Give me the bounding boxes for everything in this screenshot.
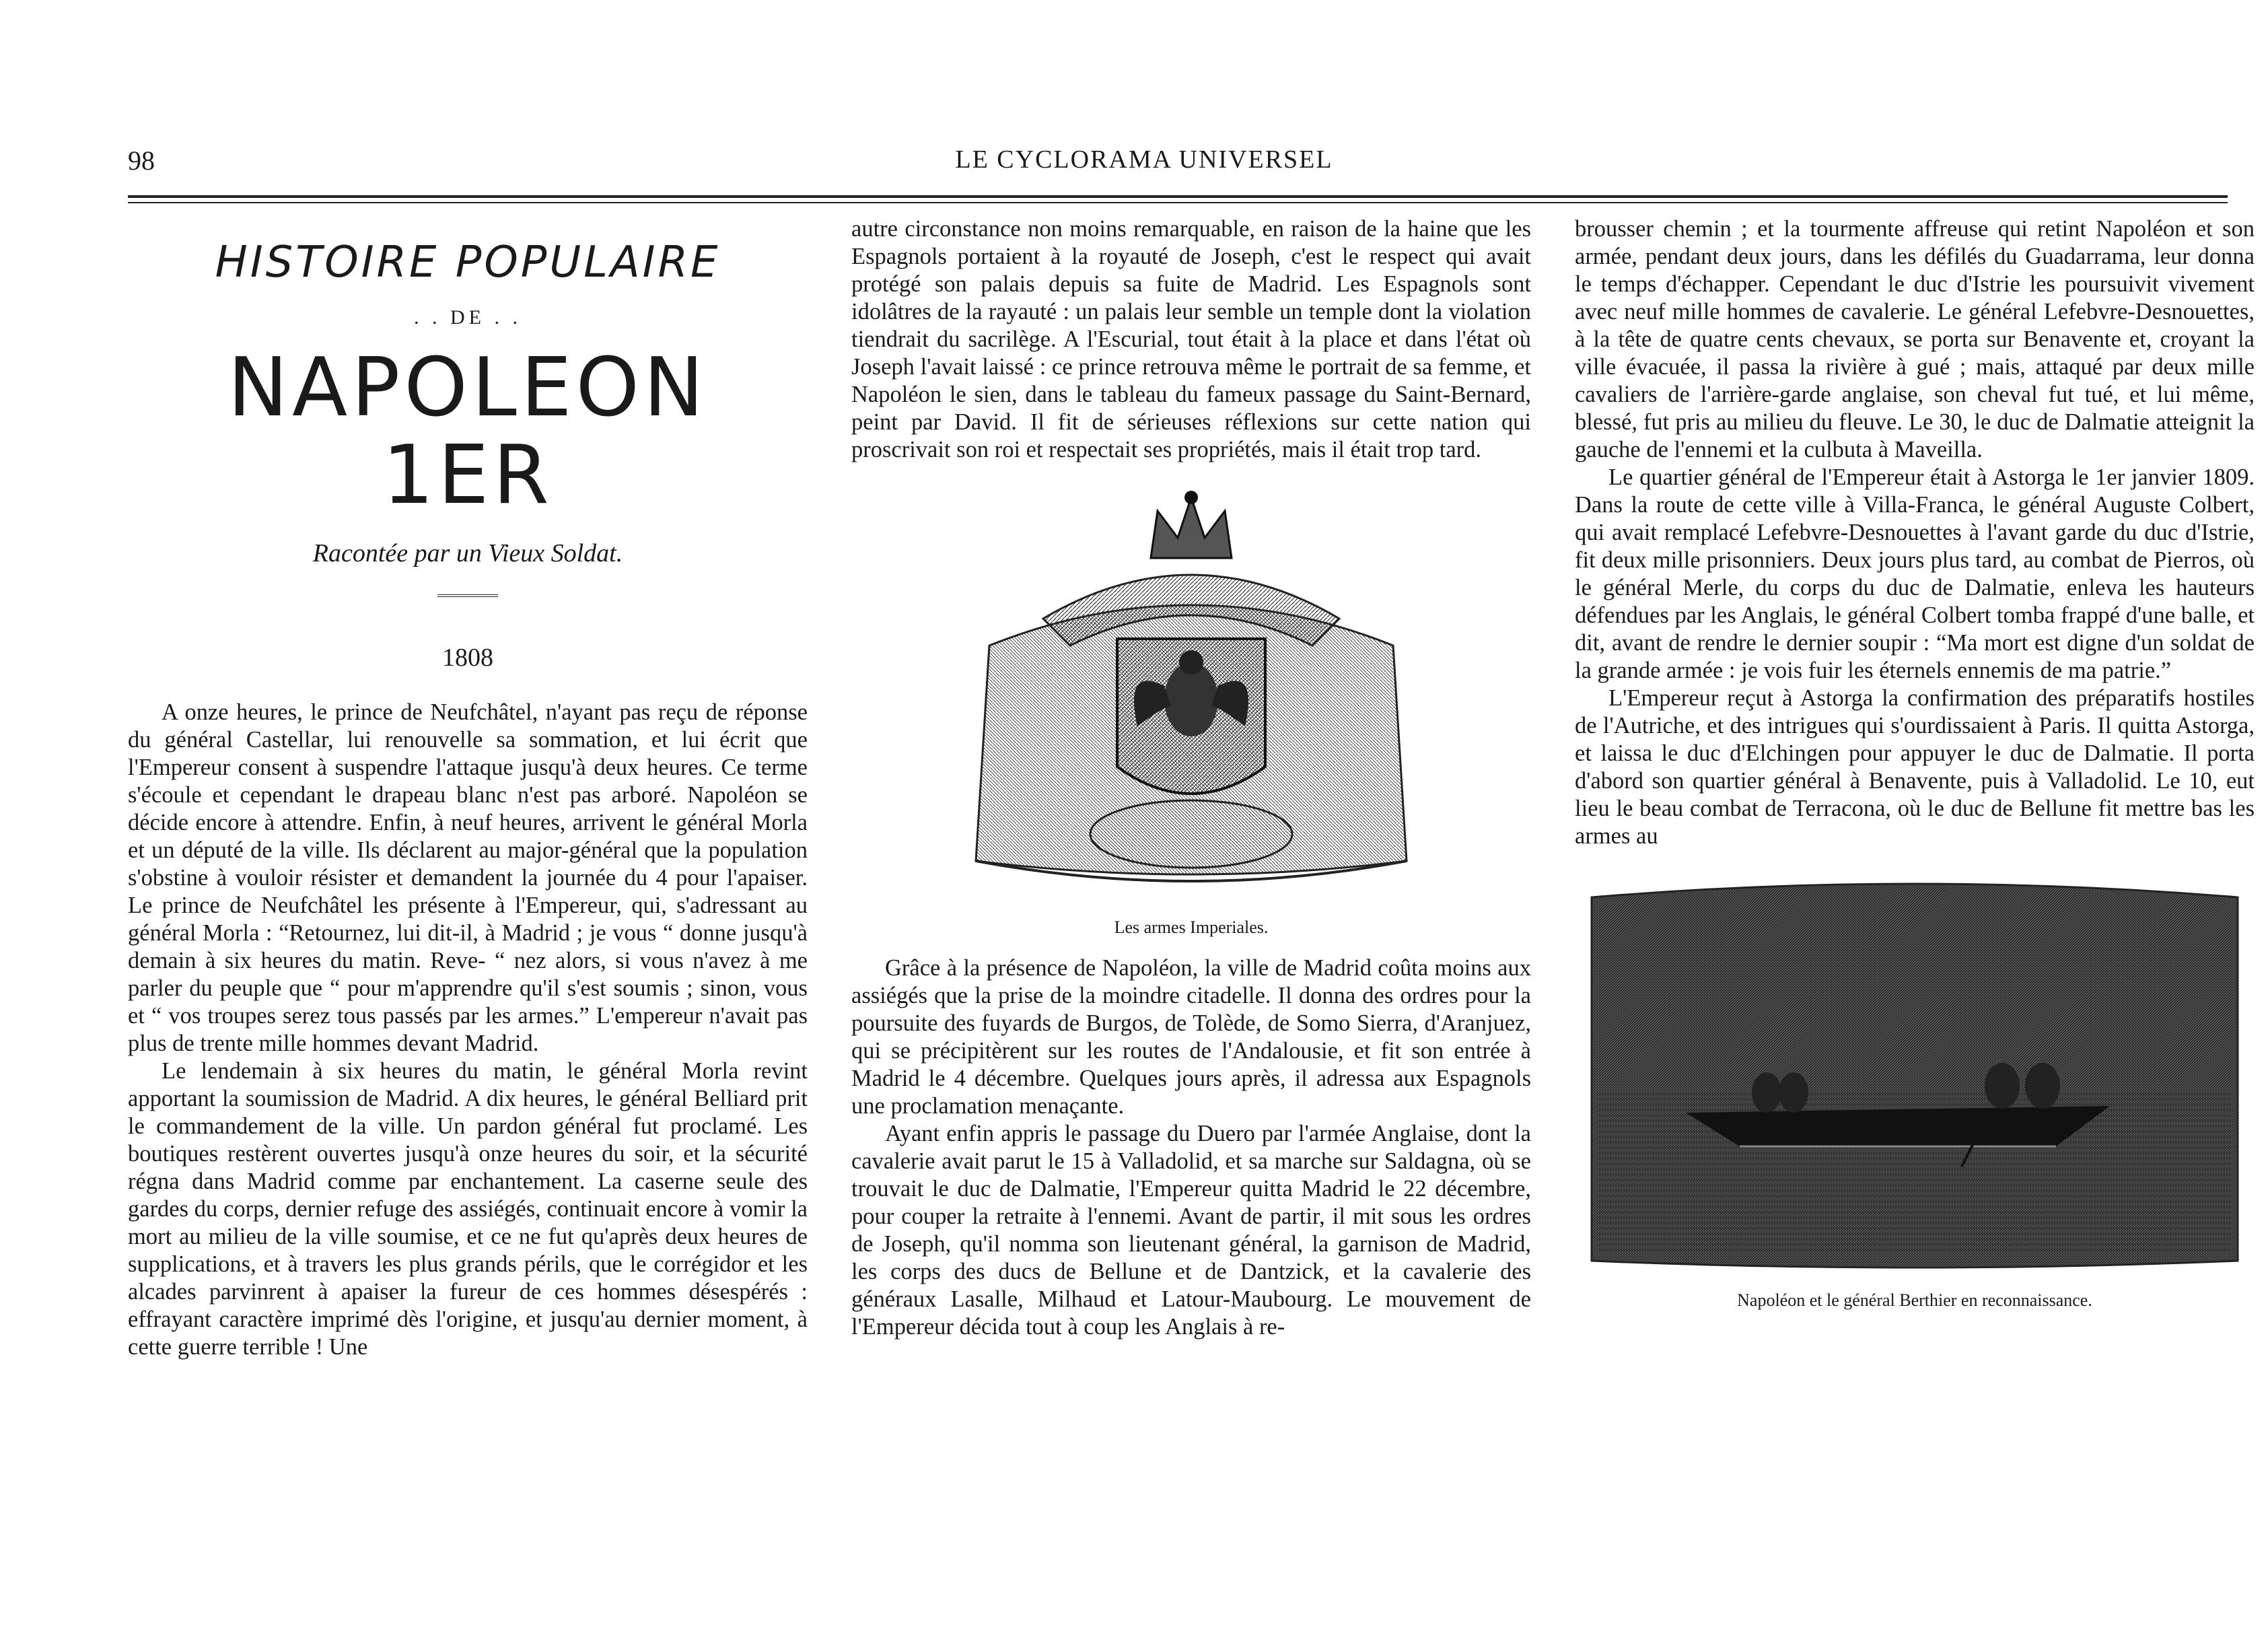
- subtitle: Racontée par un Vieux Soldat.: [312, 539, 623, 567]
- title-line-1: HISTOIRE POPULAIRE: [215, 238, 721, 287]
- ornament-rule: [437, 594, 498, 597]
- paragraph: Ayant enfin appris le passage du Duero par l'armée Anglaise, dont la cavalerie avait parut le 15 à Valladolid, et sa marche sur Saldagna, où se trouvait le duc de Dalmatie, l'Empereur quitta Madrid le 22 décembre, pour couper la retraite à l'ennemi. Avant de partir, il mit sous les ordres de Joseph, qu'il nomma son lieutenant général, la garnison de Madrid, les corps des ducs de Bellune et de Dantzick, et la cavalerie des généraux Lasalle, Milhaud et Latour-Maubourg. Le mouvement de l'Empereur décida tout à coup les Anglais à re-: [851, 1121, 1531, 1340]
- column-left: [128, 215, 808, 1361]
- title-line-2: NAPOLEON 1ER: [227, 341, 708, 522]
- page-number: 98: [128, 145, 155, 176]
- running-title: LE CYCLORAMA UNIVERSEL: [955, 145, 1333, 174]
- paragraph: Grâce à la présence de Napoléon, la ville de Madrid coûta moins aux assiégés que la prise de la moindre citadelle. Il donna des ordres pour la poursuite des fuyards de Burgos, de Tolède, de Somo Sierra, d'Aranjuez, qui se précipitèrent sur les routes de l'Andalousie, et fit son entrée à Madrid le 4 décembre. Quelques jours après, il adressa aux Espagnols une proclamation menaçante.: [851, 955, 1531, 1119]
- coat-of-arms-illustration: [935, 484, 1447, 901]
- paragraph: L'Empereur reçut à Astorga la confirmation des préparatifs hostiles de l'Autriche, et des intrigues qui s'ourdissaient à Paris. Il quitta Astorga, et laissa le duc d'Elchingen pour appuyer le duc de Dalmatie. Il porta d'abord son quartier général à Benavente, puis à Valladolid. Le 10, eut lieu le beau combat de Terracona, où le duc de Bellune fit mettre bas les armes au: [1575, 685, 2255, 849]
- coat-of-arms-figure: [851, 484, 1531, 941]
- column-middle: [851, 215, 1531, 1341]
- paragraph: A onze heures, le prince de Neufchâtel, n'ayant pas reçu de réponse du général Castellar, lui renouvelle sa sommation, et lui écrit que l'Empereur consent à suspendre l'attaque jusqu'à deux heures. Ce terme s'écoule et cependant le drapeau blanc n'est pas arboré. Napoléon se décide encore à attendre. Enfin, à neuf heures, arrivent le général Morla et un député de la ville. Ils déclarent au major-général que la population s'obstine à vouloir résister et demandent la journée du 4 pour l'apaiser. Le prince de Neufchâtel les présente à l'Empereur, qui, s'adressant au général Morla : “Retournez, lui dit-il, à Madrid ; je vous “ donne jusqu'à demain à six heures du matin. Reve- “ nez alors, si vous n'avez à me parler du peuple que “ pour m'apprendre qu'il s'est soumis ; sinon, vous et “ vos troupes serez tous passés par les armes.” L'empereur n'avait pas plus de trente mille hommes devant Madrid.: [128, 699, 808, 1056]
- title-de: . . DE . .: [414, 306, 522, 328]
- paragraph: brousser chemin ; et la tourmente affreuse qui retint Napoléon et son armée, pendant deux jours, dans les défilés du Guadarrama, leur donna le temps d'échapper. Cependant le duc d'Istrie les poursuivit vivement avec neuf mille hommes de cavalerie. Le général Lefebvre-Desnouettes, à la tête de quatre cents chevaux, se porta sur Benavente et, croyant la ville évacuée, il passa la rivière à gué ; mais, attaqué par deux mille cavaliers de l'arrière-garde anglaise, son cheval fut tué, et lui même, blessé, fut pris au milieu du fleuve. Le 30, le duc de Dalmatie atteignit la gauche de l'ennemi et la culbuta à Maveilla.: [1575, 216, 2255, 462]
- paragraph: Le lendemain à six heures du matin, le général Morla revint apportant la soumission de Madrid. A dix heures, le général Belliard prit le commandement de la ville. Un pardon général fut proclamé. Les boutiques restèrent ouvertes jusqu'à onze heures du soir, et la sécurité régna dans Madrid comme par enchantement. La caserne seule des gardes du corps, dernier refuge des assiégés, continuait encore à vomir la mort au milieu de la ville soumise, et ce ne fut qu'après deux heures de supplications, et à travers les plus grands périls, que le corrégidor et les alcades parvinrent à apaiser la fureur de ces hommes désespérés : effrayant caractère imprimé dès l'origine, et jusqu'au dernier moment, à cette guerre terrible ! Une: [128, 1058, 808, 1360]
- year-heading: 1808: [442, 644, 493, 672]
- column-right: [1575, 215, 2255, 1327]
- figure-caption: Napoléon et le général Berthier en reconnaissance.: [1737, 1290, 2092, 1310]
- paragraph: Le quartier général de l'Empereur était à Astorga le 1er janvier 1809. Dans la route de cette ville à Villa-Franca, le général Auguste Colbert, qui avait remplacé Lefebvre-Desnouettes à l'avant garde du duc d'Istrie, fit deux mille prisonniers. Deux jours plus tard, au combat de Pierros, où le général Merle, du corps du duc de Dalmatie, enleva les hauteurs défendues par les Anglais, le général Colbert tomba frappé d'une balle, et dit, avant de rendre le dernier soupir : “Ma mort est digne d'un soldat de la grande armée : je vois fuir les éternels ennemis de ma patrie.”: [1575, 464, 2255, 683]
- header-rule: [128, 195, 2228, 198]
- article-title-block: [128, 238, 808, 672]
- reconnaissance-figure: [1575, 870, 2255, 1314]
- paragraph: autre circonstance non moins remarquable, en raison de la haine que les Espagnols portaient à la royauté de Joseph, c'est le respect qui avait protégé son palais depuis sa fuite de Madrid. Les Espagnols sont idolâtres de la rayauté : un palais leur semble un temple dont la violation tiendrait du sacrilège. A l'Escurial, tout était à la place et dans l'état où Joseph l'avait laissé : ce prince retrouva même le portrait de sa femme, et Napoléon le sien, dans le tableau du fameux passage du Saint-Bernard, peint par David. Il fit de sérieuses réflexions sur cette nation qui proscrivait son roi et respectait ses propriétés, mais il était trop tard.: [851, 216, 1531, 462]
- boat-engraving-illustration: [1585, 870, 2244, 1274]
- header-rule-thin: [128, 202, 2228, 203]
- figure-caption: Les armes Imperiales.: [1114, 917, 1269, 937]
